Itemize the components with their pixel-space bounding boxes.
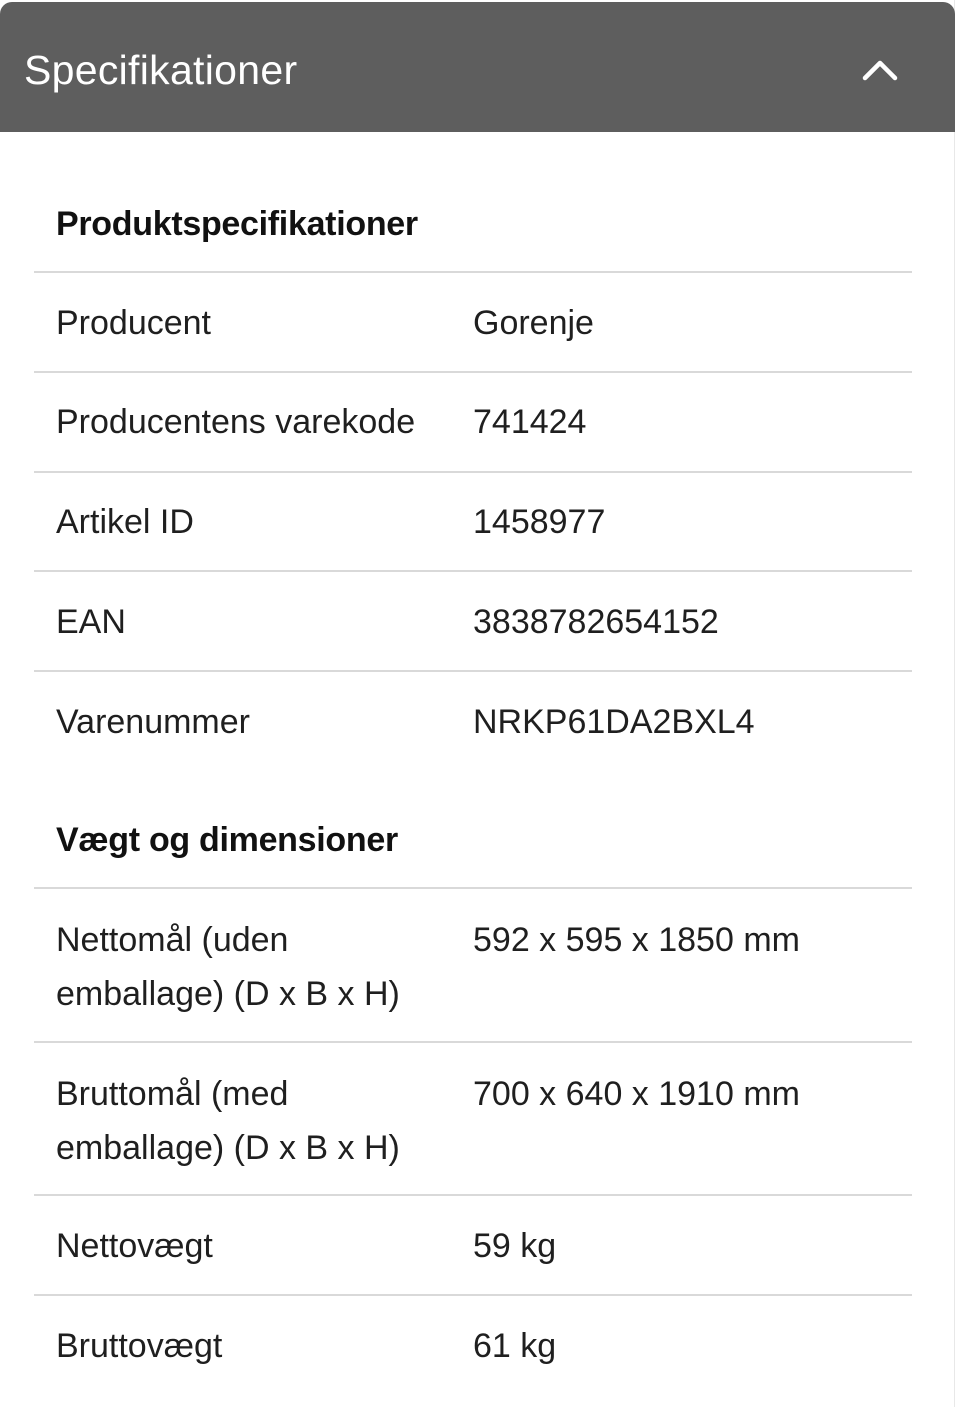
spec-label: Nettovægt <box>56 1227 213 1265</box>
spec-row-net-weight <box>34 1196 912 1294</box>
spec-value: Gorenje <box>473 304 594 342</box>
spec-value: 741424 <box>473 403 587 441</box>
spec-label: Varenummer <box>56 703 250 741</box>
spec-row-item-number <box>34 672 912 770</box>
spec-label: Producentens varekode <box>56 403 416 441</box>
chevron-up-icon[interactable] <box>852 44 908 96</box>
spec-label: Bruttomål (med emballage) (D x B x H) <box>56 1075 400 1167</box>
spec-row-gross-weight <box>34 1296 912 1394</box>
specifications-header[interactable] <box>0 2 955 132</box>
spec-value: 700 x 640 x 1910 mm <box>473 1075 800 1113</box>
spec-row-manufacturer-code <box>34 373 912 471</box>
spec-row-net-dimensions <box>34 889 912 1041</box>
spec-value: NRKP61DA2BXL4 <box>473 703 755 741</box>
spec-label: Bruttovægt <box>56 1327 223 1365</box>
spec-value: 61 kg <box>473 1327 557 1365</box>
spec-label: Nettomål (uden emballage) (D x B x H) <box>56 921 400 1013</box>
spec-row-producent <box>34 273 912 371</box>
header-title: Specifikationer <box>24 47 298 93</box>
spec-label: Artikel ID <box>56 503 194 541</box>
spec-row-ean <box>34 572 912 670</box>
section-title-weight-dimensions: Vægt og dimensioner <box>56 821 398 859</box>
spec-value: 59 kg <box>473 1227 557 1265</box>
spec-value: 3838782654152 <box>473 603 719 641</box>
spec-label: Producent <box>56 304 211 342</box>
spec-value: 1458977 <box>473 503 606 541</box>
spec-label: EAN <box>56 603 126 641</box>
spec-row-article-id <box>34 473 912 571</box>
spec-value: 592 x 595 x 1850 mm <box>473 921 800 959</box>
section-title-product-specifications: Produktspecifikationer <box>56 205 418 243</box>
spec-row-gross-dimensions <box>34 1043 912 1195</box>
